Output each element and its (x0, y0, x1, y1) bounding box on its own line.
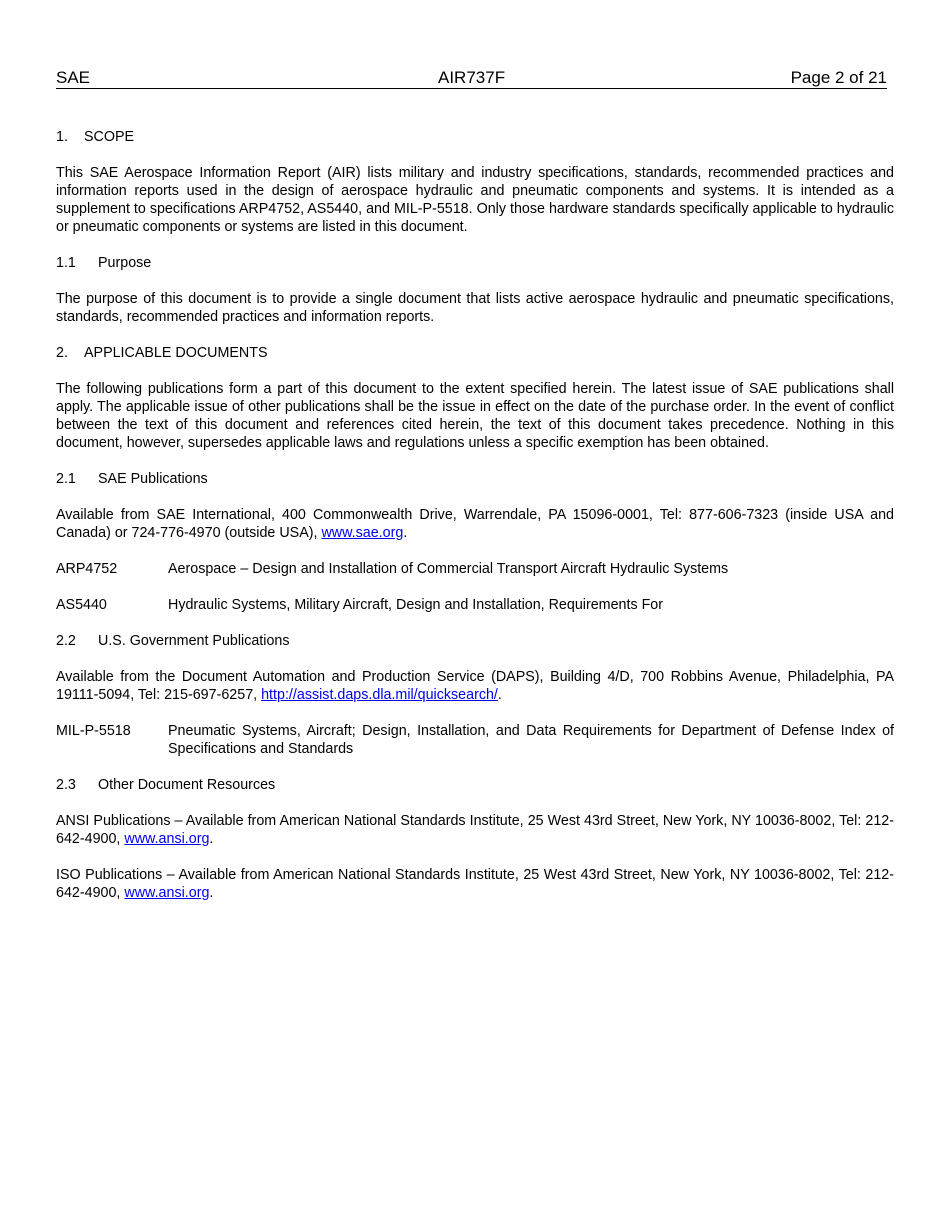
document-body (56, 128, 894, 920)
reference-entry (56, 722, 894, 758)
section-title: Purpose (98, 255, 152, 271)
ansi-link[interactable]: www.ansi.org (124, 831, 210, 847)
section-2-paragraph: The following publications form a part of this document to the extent specified herein. The latest issue of SAE publications shall apply. The applicable issue of other publications shall be the issue in effect on the date of the purchase order. In the event of conflict between the text of this document and references cited herein, the text of this document takes precedence. Nothing in this document, however, supersedes applicable laws and regulations unless a specific exemption has been obtained. (56, 381, 894, 451)
header-page-number: Page 2 of 21 (790, 68, 887, 87)
paragraph-text: Available from the Document Automation and Production Service (DAPS), Building 4/D, 700 Robbins Avenue, Philadelphia, PA 19111-5094, Tel: 215-697-6257, (56, 669, 894, 703)
reference-title: Hydraulic Systems, Military Aircraft, Design and Installation, Requirements For (168, 597, 664, 613)
section-number: 2.2 (56, 633, 76, 649)
section-2-heading (56, 344, 894, 362)
section-2-1-paragraph: Available from SAE International, 400 Commonwealth Drive, Warrendale, PA 15096-0001, Tel: 877-606-7323 (inside USA and Canada) or 724-776-4970 (outside USA), www.sae.org. (56, 507, 894, 541)
section-number: 2. (56, 345, 68, 361)
section-title: APPLICABLE DOCUMENTS (84, 345, 268, 361)
section-1-1-heading (56, 254, 894, 272)
section-1-paragraph: This SAE Aerospace Information Report (AIR) lists military and industry specifications, standards, recommended practices and information reports used in the design of aerospace hydraulic and pneumatic components and systems. It is intended as a supplement to specifications ARP4752, AS5440, and MIL-P-5518. Only those hardware standards specifically applicable to hydraulic or pneumatic components or systems are listed in this document. (56, 165, 894, 235)
section-title: U.S. Government Publications (98, 633, 290, 649)
section-number: 2.1 (56, 471, 76, 487)
reference-entry (56, 560, 894, 578)
reference-entry (56, 596, 894, 614)
section-title: SAE Publications (98, 471, 208, 487)
section-number: 2.3 (56, 777, 76, 793)
assist-link[interactable]: http://assist.daps.dla.mil/quicksearch/ (261, 687, 498, 703)
section-title: Other Document Resources (98, 777, 276, 793)
reference-code: ARP4752 (56, 561, 118, 577)
ansi-link[interactable]: www.ansi.org (124, 885, 210, 901)
reference-code: AS5440 (56, 597, 107, 613)
paragraph-text: Available from SAE International, 400 Commonwealth Drive, Warrendale, PA 15096-0001, Tel: 877-606-7323 (inside USA and Canada) or 724-776-4970 (outside USA), (56, 507, 894, 541)
section-2-2-paragraph: Available from the Document Automation and Production Service (DAPS), Building 4/D, 700 Robbins Avenue, Philadelphia, PA 19111-5094, Tel: 215-697-6257, http://assist.daps.dla.mil/quicksearch/. (56, 669, 894, 703)
paragraph-text: ISO Publications – Available from American National Standards Institute, 25 West 43rd Street, New York, NY 10036-8002, Tel: 212-642-4900, (56, 867, 894, 901)
section-1-heading (56, 128, 894, 146)
iso-paragraph: ISO Publications – Available from American National Standards Institute, 25 West 43rd Street, New York, NY 10036-8002, Tel: 212-642-4900, www.ansi.org. (56, 867, 894, 901)
paragraph-text: ANSI Publications – Available from American National Standards Institute, 25 West 43rd Street, New York, NY 10036-8002, Tel: 212-642-4900, (56, 813, 894, 847)
ansi-paragraph: ANSI Publications – Available from American National Standards Institute, 25 West 43rd Street, New York, NY 10036-8002, Tel: 212-642-4900, www.ansi.org. (56, 813, 894, 847)
header-org: SAE (56, 68, 91, 87)
sae-link[interactable]: www.sae.org (321, 525, 404, 541)
header-doc-number: AIR737F (438, 68, 506, 87)
section-2-1-heading (56, 470, 894, 488)
reference-title: Aerospace – Design and Installation of Commercial Transport Aircraft Hydraulic Systems (168, 561, 729, 577)
section-number: 1. (56, 129, 68, 145)
reference-title: Pneumatic Systems, Aircraft; Design, Installation, and Data Requirements for Department of Defense Index of Specifications and Standards (168, 723, 894, 757)
section-number: 1.1 (56, 255, 76, 271)
section-1-1-paragraph: The purpose of this document is to provide a single document that lists active aerospace hydraulic and pneumatic specifications, standards, recommended practices and information reports. (56, 291, 894, 325)
reference-code: MIL-P-5518 (56, 723, 131, 739)
section-title: SCOPE (84, 129, 135, 145)
section-2-2-heading (56, 632, 894, 650)
page-header (56, 67, 887, 89)
section-2-3-heading (56, 776, 894, 794)
